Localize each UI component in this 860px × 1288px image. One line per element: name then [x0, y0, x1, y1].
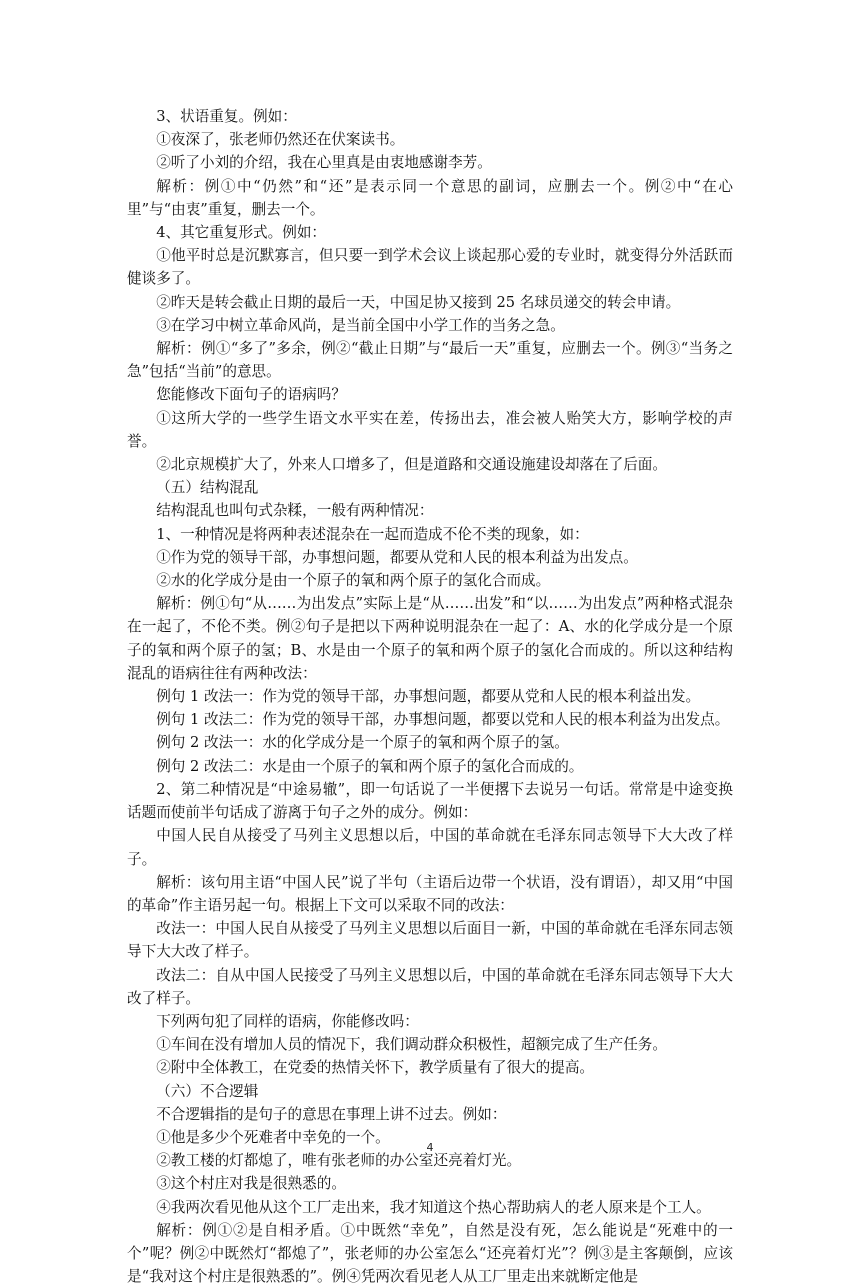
paragraph: 例句 2 改法二：水是由一个原子的氧和两个原子的氢化合而成的。 — [156, 757, 584, 775]
paragraph: 改法二：自从中国人民接受了马列主义思想以后，中国的革命就在毛泽东同志领导下大大改了样子。 — [127, 966, 733, 1007]
paragraph: ①他是多少个死难者中幸免的一个。 — [156, 1128, 390, 1146]
paragraph: ①他平时总是沉默寡言，但只要一到学术会议上谈起那心爱的专业时，就变得分外活跃而健谈多了。 — [127, 247, 733, 288]
paragraph: 解析：例①中“仍然”和“还”是表示同一个意思的副词，应删去一个。例②中“在心里”与“由衷”重复，删去一个。 — [127, 177, 733, 218]
paragraph: ③这个村庄对我是很熟悉的。 — [156, 1175, 346, 1193]
paragraph: ①作为党的领导干部，办事想问题，都要从党和人民的根本利益为出发点。 — [156, 548, 638, 566]
paragraph: 改法一：中国人民自从接受了马列主义思想以后面目一新，中国的革命就在毛泽东同志领导下大大改了样子。 — [127, 920, 733, 961]
paragraph: ③在学习中树立革命风尚，是当前全国中小学工作的当务之急。 — [156, 316, 565, 334]
paragraph: 1、一种情况是将两种表述混杂在一起而造成不伦不类的现象，如： — [156, 525, 589, 543]
page-number: 4 — [426, 1141, 434, 1154]
paragraph: 2、第二种情况是“中途易辙”，即一句话说了一半便撂下去说另一句话。常常是中途变换话题而使前半句话成了游离于句子之外的成分。例如： — [127, 780, 733, 822]
paragraph: 解析：例①“多了”多余，例②“截止日期”与“最后一天”重复，应删去一个。例③“当务之急”包括“当前”的意思。 — [127, 340, 733, 381]
paragraph: 例句 1 改法二：作为党的领导干部，办事想问题，都要以党和人民的根本利益为出发点。 — [156, 711, 730, 729]
paragraph: ②教工楼的灯都熄了，唯有张老师的办公室还亮着灯光。 — [156, 1152, 522, 1170]
section-heading: （五）结构混乱 — [156, 479, 259, 497]
paragraph: ①车间在没有增加人员的情况下，我们调动群众积极性，超额完成了生产任务。 — [156, 1036, 667, 1054]
paragraph: 中国人民自从接受了马列主义思想以后，中国的革命就在毛泽东同志领导下大大改了样子。 — [127, 827, 733, 868]
paragraph: 解析：例①句“从……为出发点”实际上是“从……出发”和“以……为出发点”两种格式混杂在一起了，不伦不类。例②句子是把以下两种说明混杂在一起了：A、水的化学成分是一个原子的氧和两个原子的氢；B、水是由一个原子的氧和两个原子的氢化合而成的。所以这种结构混乱的语病往往有两种改法： — [127, 595, 733, 682]
paragraph: ①这所大学的一些学生语文水平实在差，传扬出去，准会被人贻笑大方，影响学校的声誉。 — [127, 409, 733, 450]
paragraph: ④我两次看见他从这个工厂走出来，我才知道这个热心帮助病人的老人原来是个工人。 — [156, 1198, 711, 1216]
paragraph: 3、状语重复。例如： — [156, 108, 297, 125]
paragraph: ②北京规模扩大了，外来人口增多了，但是道路和交通设施建设却落在了后面。 — [156, 456, 667, 474]
section-heading: （六）不合逻辑 — [156, 1082, 259, 1100]
paragraph: ②水的化学成分是由一个原子的氧和两个原子的氢化合而成。 — [156, 572, 551, 590]
paragraph: 结构混乱也叫句式杂糅，一般有两种情况： — [156, 502, 434, 520]
paragraph: 例句 1 改法一：作为党的领导干部，办事想问题，都要从党和人民的根本利益出发。 — [156, 688, 701, 706]
paragraph: 解析：例①②是自相矛盾。①中既然“幸免”，自然是没有死，怎么能说是“死难中的一个”呢？例②中既然灯“都熄了”，张老师的办公室怎么“还亮着灯光”？例③是主客颠倒，应该是“我对这个村庄是很熟悉的”。例④凭两次看见老人从工厂里走出来就断定他是 — [127, 1221, 733, 1286]
paragraph: ①夜深了，张老师仍然还在伏案读书。 — [156, 131, 405, 149]
paragraph: 4、其它重复形式。例如： — [156, 224, 327, 242]
paragraph: 下列两句犯了同样的语病，你能修改吗： — [156, 1012, 419, 1030]
paragraph: 解析：该句用主语“中国人民”说了半句（主语后边带一个状语，没有谓语），却又用“中国的革命”作主语另起一句。根据上下文可以采取不同的改法： — [127, 873, 733, 914]
paragraph: 您能修改下面句子的语病吗？ — [156, 386, 346, 404]
paragraph: 例句 2 改法一：水的化学成分是一个原子的氧和两个原子的氢。 — [156, 734, 569, 752]
paragraph: 不合逻辑指的是句子的意思在事理上讲不过去。例如： — [156, 1105, 507, 1123]
paragraph: ②听了小刘的介绍，我在心里真是由衷地感谢李芳。 — [156, 154, 492, 172]
page-body — [127, 105, 733, 1288]
paragraph: ②昨天是转会截止日期的最后一天，中国足协又接到 25 名球员递交的转会申请。 — [156, 293, 681, 311]
paragraph: ②附中全体教工，在党委的热情关怀下，教学质量有了很大的提高。 — [156, 1059, 595, 1077]
